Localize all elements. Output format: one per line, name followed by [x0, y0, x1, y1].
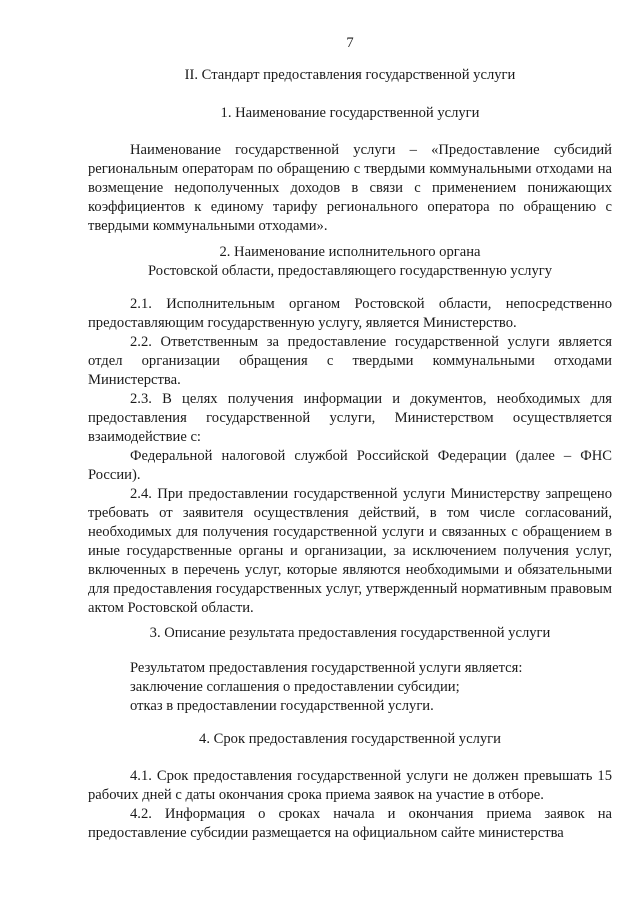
document-page — [88, 0, 612, 906]
paragraph-2-3: 2.3. В целях получения информации и документов, необходимых для предоставления государственной услуги, Министерством осуществляется взаимодействие с: — [88, 391, 612, 445]
paragraph-2-3-fns: Федеральной налоговой службой Российской Федерации (далее – ФНС России). — [88, 448, 612, 483]
paragraph-4-1: 4.1. Срок предоставления государственной услуги не должен превышать 15 рабочих дней с даты окончания срока приема заявок на участие в отборе. — [88, 768, 612, 803]
paragraph-2-4: 2.4. При предоставлении государственной услуги Министерству запрещено требовать от заявителя осуществления действий, в том числе согласований, необходимых для получения государственной услуги и связанных с обращением в иные государственные органы и организации, за исключением получения услуг, включенных в перечень услуг, которые являются необходимыми и обязательными для предоставления государственных услуг, утвержденный нормативным правовым актом Ростовской области. — [88, 486, 612, 616]
section-2-title-line-2: Ростовской области, предоставляющего государственную услугу — [147, 263, 553, 279]
result-agreement: заключение соглашения о предоставлении субсидии; — [130, 679, 460, 695]
section-2-body — [88, 295, 612, 618]
section-heading: II. Стандарт предоставления государственной услуги — [184, 67, 516, 83]
section-1-body — [88, 141, 612, 236]
section-2-title-line-1: 2. Наименование исполнительного органа — [219, 244, 481, 260]
result-intro: Результатом предоставления государственной услуги является: — [130, 660, 523, 676]
section-3-body — [88, 659, 612, 716]
result-refusal: отказ в предоставлении государственной услуги. — [130, 698, 434, 714]
section-4-title: 4. Срок предоставления государственной услуги — [199, 731, 501, 747]
paragraph-2-2: 2.2. Ответственным за предоставление государственной услуги является отдел организации обращения с твердыми коммунальными отходами Министерства. — [88, 334, 612, 388]
section-3-title: 3. Описание результата предоставления государственной услуги — [149, 625, 551, 641]
section-1-title: 1. Наименование государственной услуги — [220, 105, 480, 121]
service-name-paragraph: Наименование государственной услуги – «Предоставление субсидий региональным операторам по обращению с твердыми коммунальными отходами на возмещение недополученных доходов в связи с применением понижающих коэффициентов к единому тарифу регионального оператора по обращению с твердыми коммунальными отходами». — [88, 142, 612, 234]
section-4-body — [88, 767, 612, 843]
section-2-title — [88, 243, 612, 281]
paragraph-4-2: 4.2. Информация о сроках начала и окончания приема заявок на предоставление субсидии размещается на официальном сайте министерства — [88, 806, 612, 841]
page-number: 7 — [346, 35, 354, 51]
paragraph-2-1: 2.1. Исполнительным органом Ростовской области, непосредственно предоставляющим государственную услугу, является Министерство. — [88, 296, 612, 331]
